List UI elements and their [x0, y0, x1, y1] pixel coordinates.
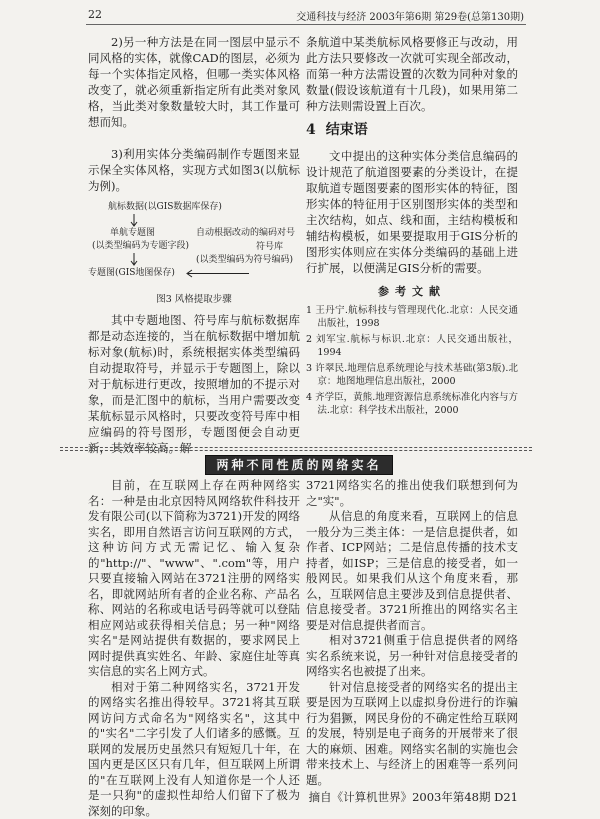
header-rule [86, 24, 526, 25]
journal-running-header: 交通科技与经济 2003年第6期 第29卷(总第130期) [288, 8, 524, 23]
article1-paragraph: 其中专题地图、符号库与航标数据库都是动态连接的，当在航标数据中增加航标对象(航标)时，系统根据实体类型编码自动提取符号，并显示于专题图上，除以对于航标进行更改，按照增加的不提示对象，而是汇图中的航标，当用户需要改变某航标显示风格时，只要改变符号库中相应编码的符号图形，专题图便会自动更新，其效率较高。解 [88, 312, 300, 456]
figure-node-thematic-layer: 单航专题图 [110, 228, 155, 239]
article1-left-column [88, 34, 300, 446]
section-divider [60, 447, 532, 448]
arrow-down-icon [130, 253, 138, 266]
reference-item: 4 齐学臣，黄熊.地理资源信息系统标准化内容与方法.北京：科学技术出版社，2000 [306, 391, 518, 417]
arrow-left-icon [186, 269, 250, 278]
arrow-down-icon [130, 214, 138, 227]
article2-title-banner: 两种不同性质的网络实名 [205, 455, 393, 475]
page-number: 22 [88, 8, 102, 21]
section-title: 结束语 [326, 122, 368, 138]
article2-paragraph: 从信息的角度来看，互联网上的信息一般分为三类主体：一是信息提供者，如作者、ICP网站；二是信息传播的技术支持者，如ISP；三是信息的接受者，如一般网民。如果我们从这个角度来看，那么，互联网信息主要涉及到信息提供者、信息接受者。3721所推出的网络实名主要是对信息提供者而言。 [306, 509, 518, 633]
reference-item: 2 刘军宝.航标与标识.北京：人民交通出版社，1994 [306, 333, 518, 359]
figure-node-output-map: 专题图(GIS地图保存) [88, 268, 175, 279]
figure-note-symbol-code: (以类型编码为符号编码) [196, 255, 293, 266]
article1-right-column [306, 34, 518, 446]
figure-caption: 图3 风格提取步骤 [88, 294, 300, 305]
references-list [306, 304, 518, 417]
reference-item: 3 许翠民.地理信息系统理论与技术基础(第3版).北京：地图地理信息出版社，2000 [306, 362, 518, 388]
reference-item: 1 王丹宁.航标科技与管理现代化.北京：人民交通出版社，1998 [306, 304, 518, 330]
article2-paragraph: 相对于第二种网络实名，3721开发的网络实名推出得较早。3721将其互联网访问方式命名为"网络实名"，这其中的"实名"二字引发了人们诸多的感慨。互联网的发展历史虽然只有短短几十年，在国内更是区区只有几年，但互联网上所谓的"在互联网上没有人知道你是一个人还是一只狗"的虚拟性却给人们留下了极为深刻的印象。 [88, 680, 300, 819]
references-title: 参考文献 [306, 284, 518, 300]
section-number: 4 [306, 122, 316, 138]
article1-paragraph-continued: 条航道中某类航标风格要修正与改动，用此方法只要修改一次就可实现全部改动，而第一种方法需设置的次数为同种对象的数量(假设该航道有十几段)，如果用第二种方法则需设置上百次。 [306, 34, 518, 114]
figure-3-flow-diagram [88, 200, 300, 308]
article2-paragraph: 针对信息接受者的网络实名的提出主要是因为互联网上以虚拟身份进行的诈骗行为猖獗，网民身份的不确定性给互联网的发展，特别是电子商务的开展带来了很大的麻烦、困难。网络实名制的实施也会带来技术上、与经济上的困难等一系列问题。 [306, 680, 518, 789]
article2-paragraph-continued: 3721网络实名的推出使我们联想到何为之"实"。 [306, 478, 518, 509]
article1-paragraph: 2)另一种方法是在同一图层中显示不同风格的实体，就像CAD的图层，必须为每一个实体指定风格，但哪一类实体风格改变了，就必须重新指定所有此类对象风格，当此类对象数量较大时，其工作量可想而知。 [88, 34, 300, 130]
section-divider [60, 450, 532, 451]
article1-paragraph: 3)利用实体分类编码制作专题图来显示保全实体风格，实现方式如图3(以航标为例)。 [88, 146, 300, 194]
figure-node-source-data: 航标数据(以GIS数据库保存) [108, 202, 222, 213]
article2-paragraph: 相对3721侧重于信息提供者的网络实名系统来说，另一种针对信息接受者的网络实名也被提了出来。 [306, 633, 518, 680]
article2-paragraph: 目前，在互联网上存在两种网络实名：一种是由北京因特风网络软件科技开发有限公司(以下简称为3721)开发的网络实名，即用自然语言访问互联网的方式，这种访问方式无需记忆、输入复杂的"http://"、"www"、".com"等，用户只要直接输入网站在3721注册的网络实名，即就网站所有者的企业名称、产品名称、网站的名称或电话号码等就可以登陆相应网站或获得相关信息；另一种"网络实名"是网站提供有数据的，要求网民上网时提供真实姓名、年龄、家庭住址等真实信息的实名上网方式。 [88, 478, 300, 680]
article2-left-column [88, 478, 300, 792]
section-heading [306, 120, 518, 140]
figure-node-symbol-library: 符号库 [256, 242, 283, 253]
conclusion-paragraph: 文中提出的这种实体分类信息编码的设计规范了航道图要素的分类设计，在提取航道专题图要素的图形实体的特征，图形实体的特征用于区别图形实体的类型和主次结构，如点、线和面，主结构模板和辅结构模板，如果要提取用于GIS分析的图形实体则应在实体分类编码的基础上进行扩展，以便满足GIS分析的需要。 [306, 148, 518, 276]
article2-source-citation: 摘自《计算机世界》2003年第48期 D21 [306, 790, 518, 806]
figure-note-thematic-field: (以类型编码为专题字段) [92, 241, 189, 252]
article2-right-column [306, 478, 518, 792]
figure-note-auto-match: 自动根据改动的编码对号 [196, 228, 295, 239]
